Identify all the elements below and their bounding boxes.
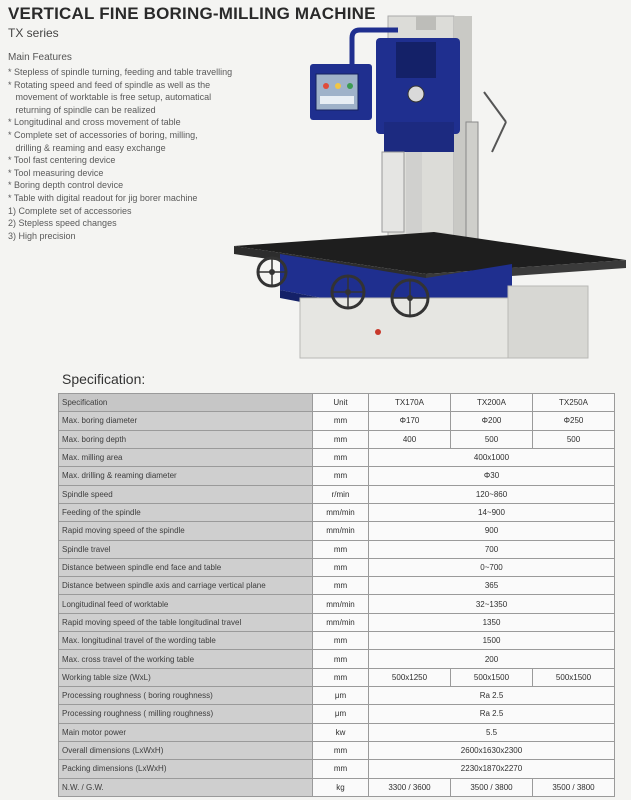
table-cell: Φ200 [451, 412, 533, 430]
table-row [59, 595, 615, 613]
table-row [59, 558, 615, 576]
spec-header-row [59, 394, 615, 412]
table-cell: Working table size (WxL) [59, 668, 313, 686]
table-cell: mm/min [313, 503, 369, 521]
table-cell: Packing dimensions (LxWxH) [59, 760, 313, 778]
table-row [59, 412, 615, 430]
table-cell: Max. milling area [59, 448, 313, 466]
feature-item: * Tool fast centering device [8, 155, 116, 166]
boring-bar [466, 122, 478, 246]
feature-item: * Boring depth control device [8, 180, 124, 191]
table-cell: Overall dimensions (LxWxH) [59, 741, 313, 759]
table-cell: 32~1350 [369, 595, 615, 613]
table-cell: 400x1000 [369, 448, 615, 466]
series-label: TX series [8, 26, 59, 40]
table-cell: kg [313, 778, 369, 796]
table-cell: Feeding of the spindle [59, 503, 313, 521]
table-cell: 400 [369, 430, 451, 448]
spec-title: Specification: [62, 371, 146, 387]
table-row [59, 705, 615, 723]
table-row [59, 485, 615, 503]
table-row [59, 430, 615, 448]
table-cell: 500x1500 [533, 668, 615, 686]
handwheel-right [392, 280, 428, 316]
header-cell: TX250A [533, 394, 615, 412]
table-row [59, 741, 615, 759]
table-cell: mm [313, 577, 369, 595]
table-cell: mm [313, 412, 369, 430]
table-cell: 0~700 [369, 558, 615, 576]
table-cell: Distance between spindle axis and carriage vertical plane [59, 577, 313, 595]
handwheel-middle [332, 276, 364, 308]
table-cell: Main motor power [59, 723, 313, 741]
table-row [59, 613, 615, 631]
feature-item: returning of spindle can be realized [8, 104, 156, 115]
table-cell: Rapid moving speed of the spindle [59, 522, 313, 540]
table-cell: 2600x1630x2300 [369, 741, 615, 759]
table-cell: Spindle travel [59, 540, 313, 558]
header-cell: Unit [313, 394, 369, 412]
feature-item: * Stepless of spindle turning, feeding and table travelling [8, 67, 233, 77]
table-row [59, 577, 615, 595]
machine-illustration [220, 2, 631, 362]
table-cell: Φ170 [369, 412, 451, 430]
table-cell: N.W. / G.W. [59, 778, 313, 796]
table-cell: 14~900 [369, 503, 615, 521]
table-row [59, 540, 615, 558]
table-cell: Processing roughness ( milling roughness) [59, 705, 313, 723]
table-cell: mm [313, 668, 369, 686]
table-cell: Rapid moving speed of the table longitudinal travel [59, 613, 313, 631]
table-cell: μm [313, 705, 369, 723]
table-cell: 1500 [369, 632, 615, 650]
table-cell: mm [313, 467, 369, 485]
feature-item: 2) Stepless speed changes [8, 218, 117, 229]
table-cell: Φ250 [533, 412, 615, 430]
table-cell: Longitudinal feed of worktable [59, 595, 313, 613]
features-heading: Main Features [8, 52, 72, 63]
table-cell: Max. cross travel of the working table [59, 650, 313, 668]
feature-item: * Complete set of accessories of boring, milling, [8, 129, 198, 140]
table-cell: 200 [369, 650, 615, 668]
feature-item: drilling & reaming and easy exchange [8, 142, 166, 153]
table-cell: 500 [451, 430, 533, 448]
table-cell: 365 [369, 577, 615, 595]
table-row [59, 668, 615, 686]
table-cell: kw [313, 723, 369, 741]
table-row [59, 687, 615, 705]
feature-item: 3) High precision [8, 230, 76, 241]
table-cell: 500x1500 [451, 668, 533, 686]
table-cell: 2230x1870x2270 [369, 760, 615, 778]
page-title: VERTICAL FINE BORING-MILLING MACHINE [8, 4, 376, 23]
table-row [59, 650, 615, 668]
header-cell: TX200A [451, 394, 533, 412]
table-cell: Processing roughness ( boring roughness) [59, 687, 313, 705]
table-cell: 500x1250 [369, 668, 451, 686]
header-cell: Specification [59, 394, 313, 412]
table-cell: r/min [313, 485, 369, 503]
table-cell: mm [313, 632, 369, 650]
table-cell: mm [313, 741, 369, 759]
feature-item: 1) Complete set of accessories [8, 205, 132, 216]
table-row [59, 760, 615, 778]
table-cell: mm [313, 650, 369, 668]
table-cell: 120~860 [369, 485, 615, 503]
table-row [59, 632, 615, 650]
spec-table [58, 393, 615, 797]
table-cell: mm [313, 540, 369, 558]
table-cell: 5.5 [369, 723, 615, 741]
table-cell: Max. longitudinal travel of the wording table [59, 632, 313, 650]
table-cell: mm [313, 760, 369, 778]
table-cell: mm [313, 430, 369, 448]
table-cell: Max. boring diameter [59, 412, 313, 430]
table-cell: Max. boring depth [59, 430, 313, 448]
table-row [59, 778, 615, 796]
table-cell: Φ30 [369, 467, 615, 485]
table-cell: Max. drilling & reaming diameter [59, 467, 313, 485]
table-cell: 3300 / 3600 [369, 778, 451, 796]
feature-item: * Tool measuring device [8, 167, 104, 178]
feature-item: * Longitudinal and cross movement of table [8, 117, 181, 128]
table-row [59, 448, 615, 466]
table-cell: 900 [369, 522, 615, 540]
table-row [59, 522, 615, 540]
table-cell: Ra 2.5 [369, 705, 615, 723]
table-cell: 3500 / 3800 [451, 778, 533, 796]
table-cell: mm [313, 558, 369, 576]
table-cell: mm/min [313, 522, 369, 540]
table-cell: mm/min [313, 613, 369, 631]
table-row [59, 503, 615, 521]
table-cell: 3500 / 3800 [533, 778, 615, 796]
table-cell: 1350 [369, 613, 615, 631]
table-row [59, 467, 615, 485]
table-cell: Ra 2.5 [369, 687, 615, 705]
table-cell: Spindle speed [59, 485, 313, 503]
table-row [59, 723, 615, 741]
table-cell: μm [313, 687, 369, 705]
table-cell: 500 [533, 430, 615, 448]
table-cell: 700 [369, 540, 615, 558]
feature-item: * Table with digital readout for jig borer machine [8, 192, 198, 203]
feature-item: movement of worktable is free setup, automatical [8, 92, 212, 103]
header-cell: TX170A [369, 394, 451, 412]
feature-item: * Rotating speed and feed of spindle as well as the [8, 79, 211, 90]
table-cell: mm [313, 448, 369, 466]
table-cell: Distance between spindle end face and table [59, 558, 313, 576]
table-cell: mm/min [313, 595, 369, 613]
handwheel-left [258, 258, 286, 286]
machine-base [300, 298, 508, 358]
